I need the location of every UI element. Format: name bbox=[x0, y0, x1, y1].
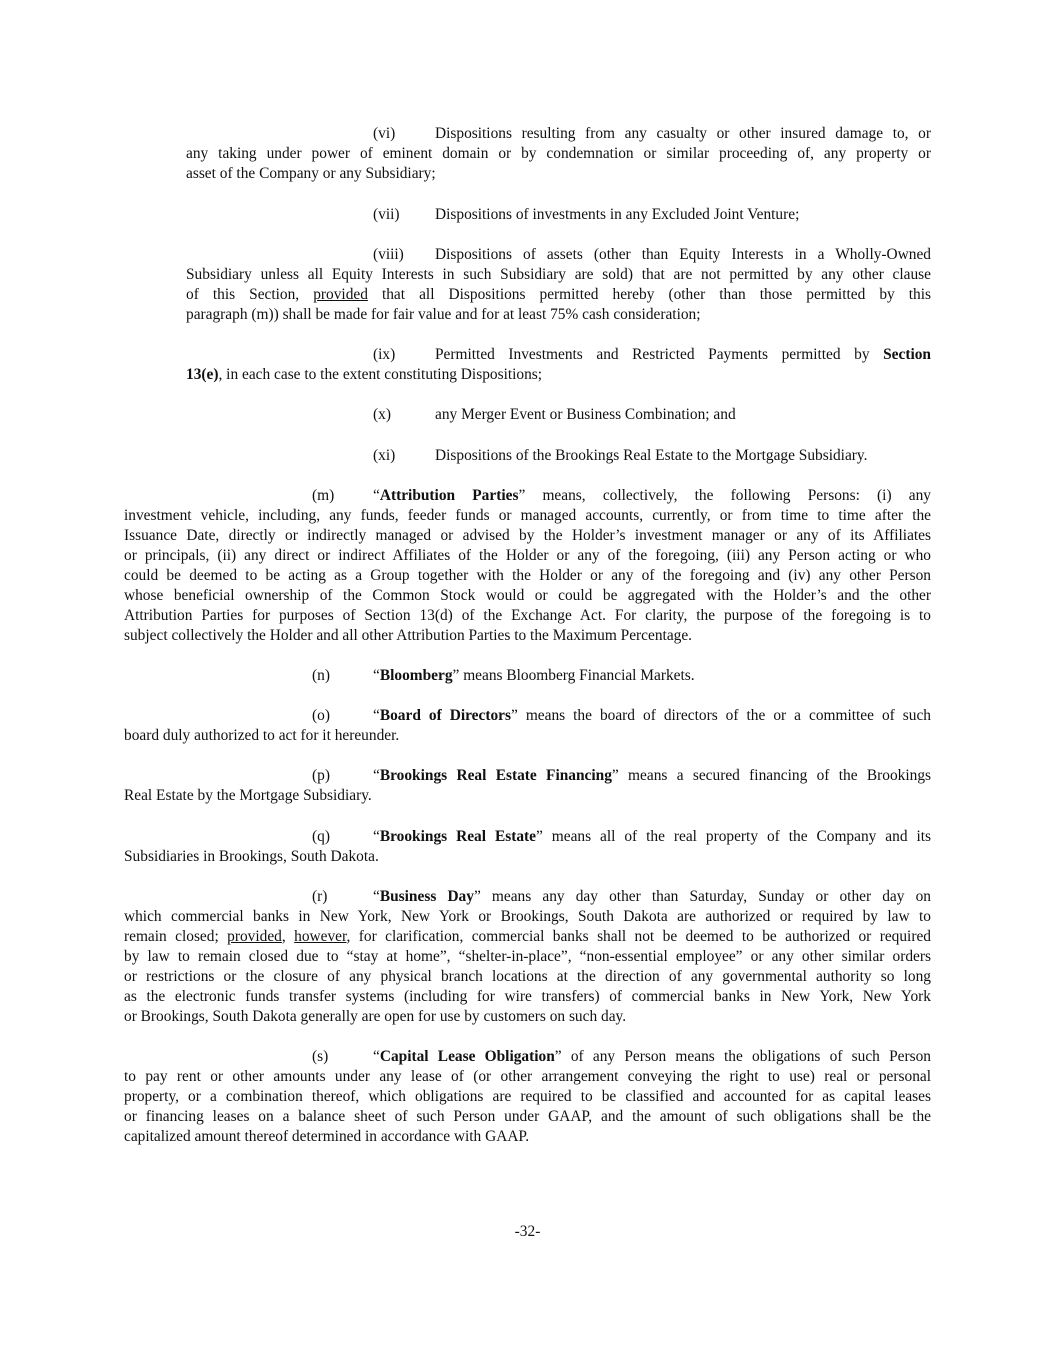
provided-term: provided bbox=[313, 286, 368, 303]
defined-term: Brookings Real Estate bbox=[379, 828, 536, 845]
clause-marker: (q) bbox=[312, 828, 330, 845]
definition-brookings-real-estate bbox=[124, 827, 931, 867]
page-number: -32- bbox=[514, 1223, 541, 1240]
line: paragraph (m)) shall be made for fair value and for at least 75% cash consideration; bbox=[186, 306, 701, 323]
line: or Brookings, South Dakota generally are open for use by customers on such day. bbox=[124, 1008, 627, 1025]
defined-term: Attribution Parties bbox=[379, 487, 519, 504]
line: (vi) Dispositions resulting from any casualty or other insured damage to, or bbox=[373, 125, 931, 142]
clause-x bbox=[186, 405, 931, 425]
definition-board-of-directors bbox=[124, 706, 931, 746]
clause-marker: (ix) bbox=[373, 346, 396, 363]
defined-term: Board of Directors bbox=[379, 707, 511, 724]
clause-marker: (vii) bbox=[373, 206, 400, 223]
clause-xi bbox=[186, 446, 931, 466]
clause-marker: (s) bbox=[312, 1048, 329, 1065]
line: which commercial banks in New York, New York or Brookings, South Dakota are authorized or required by law to bbox=[124, 908, 931, 925]
defined-term: Capital Lease Obligation bbox=[379, 1048, 555, 1065]
section-reference: 13(e) bbox=[186, 366, 219, 383]
line: Subsidiaries in Brookings, South Dakota. bbox=[124, 848, 379, 865]
clause-marker: (r) bbox=[312, 888, 328, 905]
line: Subsidiary unless all Equity Interests in such Subsidiary are sold) that are not permitted by any other clause bbox=[186, 266, 931, 283]
clause-marker: (n) bbox=[312, 667, 330, 684]
line: (n) “Bloomberg” means Bloomberg Financial Markets. bbox=[312, 667, 695, 684]
line: 13(e), in each case to the extent constituting Dispositions; bbox=[186, 366, 543, 383]
line: remain closed; provided, however, for clarification, commercial banks shall not be deemed to be authorized or required bbox=[124, 928, 931, 945]
definition-business-day bbox=[124, 887, 931, 1027]
clause-marker: (viii) bbox=[373, 246, 404, 263]
clause-marker: (vi) bbox=[373, 125, 396, 142]
clause-viii bbox=[186, 245, 931, 325]
definition-attribution-parties bbox=[124, 486, 931, 646]
line: (ix) Permitted Investments and Restricted Payments permitted by Section bbox=[373, 346, 931, 363]
clause-ix bbox=[186, 345, 931, 385]
defined-term: Brookings Real Estate Financing bbox=[379, 767, 612, 784]
line: (s) “Capital Lease Obligation” of any Person means the obligations of such Person bbox=[312, 1048, 931, 1065]
line: as the electronic funds transfer systems (including for wire transfers) of commercial banks in New York, New York bbox=[124, 988, 931, 1005]
line: any taking under power of eminent domain or by condemnation or similar proceeding of, any property or bbox=[186, 145, 931, 162]
however-term: however bbox=[294, 928, 347, 945]
clause-marker: (o) bbox=[312, 707, 330, 724]
clause-marker: (m) bbox=[312, 487, 335, 504]
line: or principals, (ii) any direct or indirect Affiliates of the Holder or any of the foregoing, (iii) any Person acting or who bbox=[124, 547, 931, 564]
line: asset of the Company or any Subsidiary; bbox=[186, 165, 436, 182]
line: to pay rent or other amounts under any lease of (or other arrangement conveying the right to use) real or personal bbox=[124, 1068, 931, 1085]
section-reference: Section bbox=[883, 346, 931, 363]
provided-term: provided bbox=[227, 928, 282, 945]
line: board duly authorized to act for it hereunder. bbox=[124, 727, 400, 744]
line: (vii) Dispositions of investments in any Excluded Joint Venture; bbox=[373, 206, 800, 223]
clause-marker: (x) bbox=[373, 406, 391, 423]
line: (o) “Board of Directors” means the board of directors of the or a committee of such bbox=[312, 707, 931, 724]
line: or financing leases on a balance sheet of such Person under GAAP, and the amount of such obligations shall be the bbox=[124, 1108, 931, 1125]
line: Real Estate by the Mortgage Subsidiary. bbox=[124, 787, 372, 804]
clause-vii bbox=[186, 205, 931, 225]
line: (r) “Business Day” means any day other than Saturday, Sunday or other day on bbox=[312, 888, 931, 905]
line: property, or a combination thereof, which obligations are required to be classified and accounted for as capital leases bbox=[124, 1088, 931, 1105]
line: (xi) Dispositions of the Brookings Real Estate to the Mortgage Subsidiary. bbox=[373, 447, 868, 464]
line: by law to remain closed due to “stay at home”, “shelter-in-place”, “non-essential employee” or any other similar orders bbox=[124, 948, 931, 965]
defined-term: Bloomberg bbox=[379, 667, 453, 684]
line: could be deemed to be acting as a Group together with the Holder or any of the foregoing and (iv) any other Person bbox=[124, 567, 931, 584]
line: of this Section, provided that all Dispositions permitted hereby (other than those permitted by this bbox=[186, 286, 931, 303]
definition-brookings-real-estate-financing bbox=[124, 766, 931, 806]
line: Issuance Date, directly or indirectly managed or advised by the Holder’s investment manager or any of its Affiliates bbox=[124, 527, 931, 544]
clause-marker: (p) bbox=[312, 767, 330, 784]
definition-bloomberg bbox=[124, 666, 931, 686]
line: (m) “Attribution Parties” means, collectively, the following Persons: (i) any bbox=[312, 487, 931, 504]
line: investment vehicle, including, any funds, feeder funds or managed accounts, currently, or from time to time after the bbox=[124, 507, 931, 524]
line: whose beneficial ownership of the Common Stock would or could be aggregated with the Holder’s and the other bbox=[124, 587, 931, 604]
line: Attribution Parties for purposes of Section 13(d) of the Exchange Act. For clarity, the purpose of the foregoing is to bbox=[124, 607, 931, 624]
line: (viii) Dispositions of assets (other than Equity Interests in a Wholly-Owned bbox=[373, 246, 931, 263]
line: (q) “Brookings Real Estate” means all of the real property of the Company and its bbox=[312, 828, 931, 845]
clause-vi bbox=[186, 124, 931, 184]
line: (x) any Merger Event or Business Combination; and bbox=[373, 406, 736, 423]
line: subject collectively the Holder and all other Attribution Parties to the Maximum Percentage. bbox=[124, 627, 693, 644]
line: or restrictions or the closure of any physical branch locations at the direction of any governmental authority so long bbox=[124, 968, 931, 985]
line: capitalized amount thereof determined in accordance with GAAP. bbox=[124, 1128, 530, 1145]
definition-capital-lease-obligation bbox=[124, 1047, 931, 1147]
line: (p) “Brookings Real Estate Financing” means a secured financing of the Brookings bbox=[312, 767, 931, 784]
clause-marker: (xi) bbox=[373, 447, 396, 464]
defined-term: Business Day bbox=[379, 888, 474, 905]
